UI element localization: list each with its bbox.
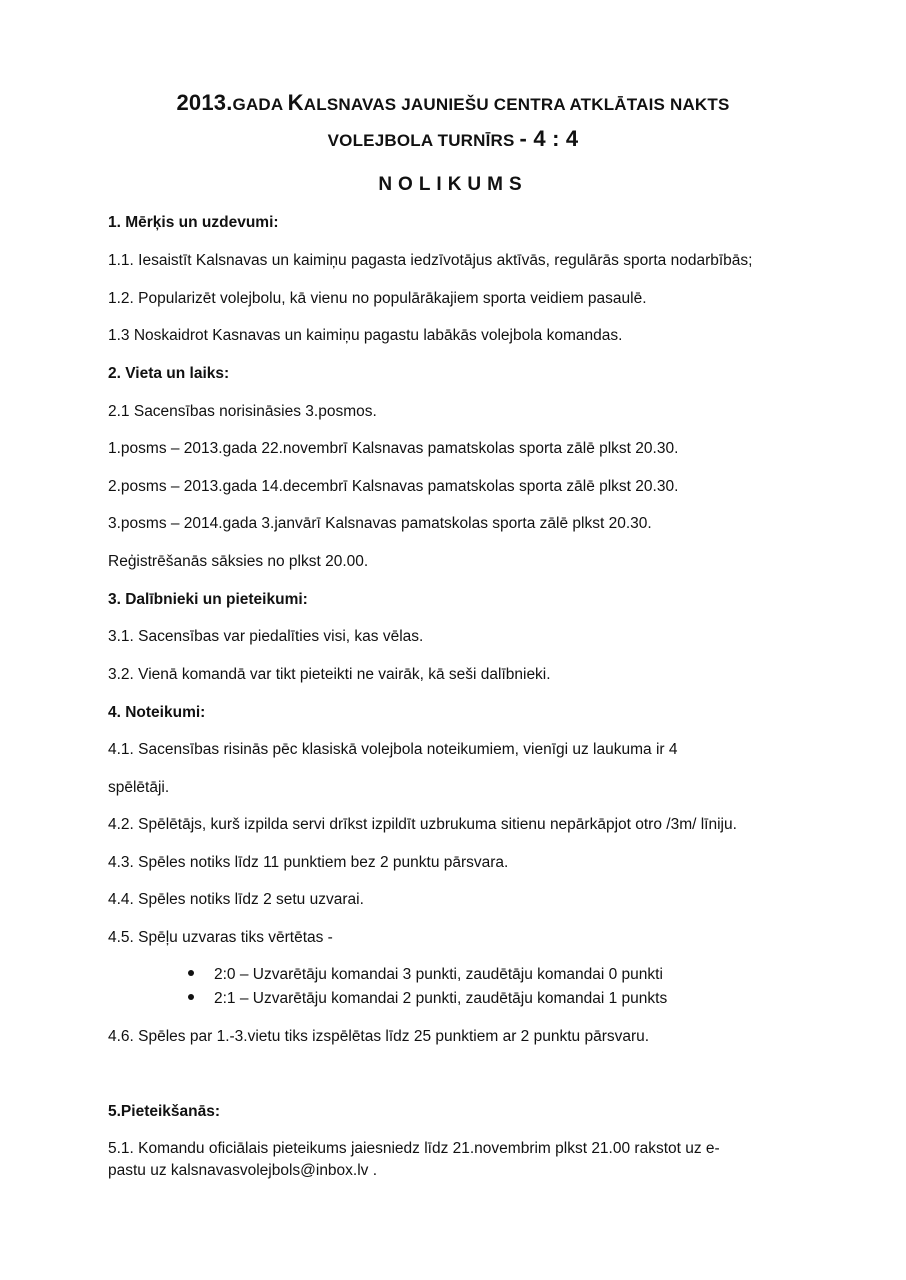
item-1-1: 1.1. Iesaistīt Kalsnavas un kaimiņu pagasta iedzīvotājus aktīvās, regulārās sporta nodarbībās; xyxy=(108,252,753,269)
bullet-icon xyxy=(188,970,194,976)
stage-2: 2.posms – 2013.gada 14.decembrī Kalsnavas pamatskolas sporta zālē plkst 20.30. xyxy=(108,478,679,495)
scoring-bullet xyxy=(188,990,667,1008)
bullet-icon xyxy=(188,994,194,1000)
item-4-5: 4.5. Spēļu uzvaras tiks vērtētas - xyxy=(108,929,333,946)
scoring-bullet xyxy=(188,966,663,984)
item-5-1-line-1: 5.1. Komandu oficiālais pieteikums jaiesniedz līdz 21.novembrim plkst 21.00 rakstot uz e- xyxy=(108,1140,720,1157)
item-4-3: 4.3. Spēles notiks līdz 11 punktiem bez 2 punktu pārsvara. xyxy=(108,854,509,871)
title-year: 2013. xyxy=(176,90,233,115)
section-4-heading: 4. Noteikumi: xyxy=(108,704,206,721)
item-2-1: 2.1 Sacensības norisināsies 3.posmos. xyxy=(108,403,377,420)
item-4-6: 4.6. Spēles par 1.-3.vietu tiks izspēlētas līdz 25 punktiem ar 2 punktu pārsvaru. xyxy=(108,1028,650,1045)
item-3-2: 3.2. Vienā komandā var tikt pieteikti ne vairāk, kā seši dalībnieki. xyxy=(108,666,551,683)
item-4-2: 4.2. Spēlētājs, kurš izpilda servi drīkst izpildīt uzbrukuma sitienu nepārkāpjot otro /3m/ līniju. xyxy=(108,816,737,833)
title-initial-k: K xyxy=(287,90,304,115)
item-4-1-line-2: spēlētāji. xyxy=(108,779,170,796)
item-5-1-line-2: pastu uz kalsnavasvolejbols@inbox.lv . xyxy=(108,1162,378,1179)
section-5-heading: 5.Pieteikšanās: xyxy=(108,1103,221,1120)
section-3-heading: 3. Dalībnieki un pieteikumi: xyxy=(108,591,308,608)
stage-1: 1.posms – 2013.gada 22.novembrī Kalsnavas pamatskolas sporta zālē plkst 20.30. xyxy=(108,440,679,457)
document-title-line-1 xyxy=(0,90,906,116)
title-format: - 4 : 4 xyxy=(519,126,579,151)
item-4-1-line-1: 4.1. Sacensības risinās pēc klasiskā volejbola noteikumiem, vienīgi uz laukuma ir 4 xyxy=(108,741,678,758)
title-volejbola: VOLEJBOLA TURNĪRS xyxy=(327,131,520,150)
item-4-4: 4.4. Spēles notiks līdz 2 setu uzvarai. xyxy=(108,891,364,908)
section-1-heading: 1. Mērķis un uzdevumi: xyxy=(108,214,279,231)
item-1-2: 1.2. Popularizēt volejbolu, kā vienu no populārākajiem sporta veidiem pasaulē. xyxy=(108,290,647,307)
registration-time: Reģistrēšanās sāksies no plkst 20.00. xyxy=(108,553,369,570)
section-2-heading: 2. Vieta un laiks: xyxy=(108,365,230,382)
scoring-bullet-text: 2:1 – Uzvarētāju komandai 2 punkti, zaudētāju komandai 1 punkts xyxy=(214,990,668,1007)
item-1-3: 1.3 Noskaidrot Kasnavas un kaimiņu pagastu labākās volejbola komandas. xyxy=(108,327,623,344)
document-title-line-2 xyxy=(0,126,906,152)
item-3-1: 3.1. Sacensības var piedalīties visi, kas vēlas. xyxy=(108,628,424,645)
title-gada: GADA xyxy=(232,95,288,114)
title-rest: ALSNAVAS JAUNIEŠU CENTRA ATKLĀTAIS NAKTS xyxy=(303,95,730,114)
stage-3: 3.posms – 2014.gada 3.janvārī Kalsnavas pamatskolas sporta zālē plkst 20.30. xyxy=(108,515,652,532)
nolikums-heading: NOLIKUMS xyxy=(378,174,528,195)
scoring-bullet-text: 2:0 – Uzvarētāju komandai 3 punkti, zaudētāju komandai 0 punkti xyxy=(214,966,663,983)
